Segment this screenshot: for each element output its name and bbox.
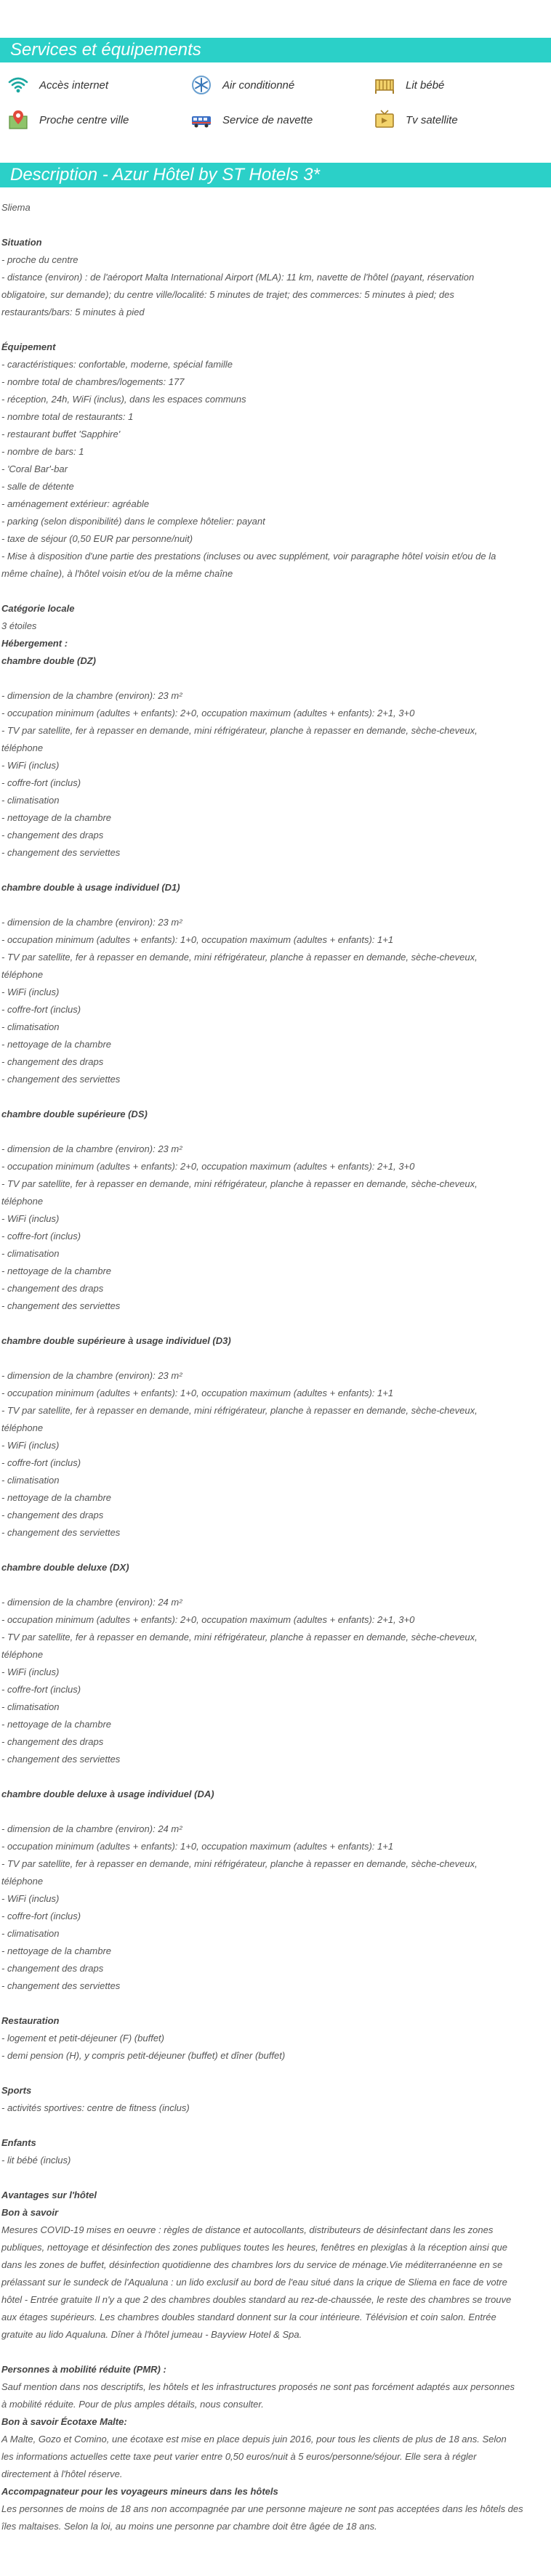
description-line: - lit bébé (inclus) (1, 2155, 71, 2166)
description-line: - changement des draps (1, 830, 104, 841)
facility-label: Lit bébé (406, 78, 445, 92)
spacer (1, 1542, 550, 1559)
description-line: - changement des serviettes (1, 1300, 121, 1311)
description-line: - climatisation (1, 1475, 60, 1486)
description-line: - nettoyage de la chambre (1, 812, 112, 823)
description-line: - nombre total de chambres/logements: 177 (1, 376, 185, 387)
description-line: - coffre-fort (inclus) (1, 1231, 81, 1242)
section-heading: chambre double deluxe (DX) (1, 1562, 129, 1573)
description-line: même chaîne), à l'hôtel voisin et/ou de la même chaîne (1, 568, 233, 579)
description-line: 3 étoiles (1, 620, 37, 631)
description-line: îles maltaises. Selon la loi, au moins une personne par chambre doit être âgée de 18 ans. (1, 2521, 377, 2532)
spacer (1, 1350, 550, 1367)
description-line: - nombre total de restaurants: 1 (1, 411, 134, 422)
description-line: - dimension de la chambre (environ): 24 m² (1, 1823, 182, 1834)
section-heading: Personnes à mobilité réduite (PMR) : (1, 2364, 166, 2375)
description-line: - WiFi (inclus) (1, 1666, 60, 1677)
description-line: - aménagement extérieur: agréable (1, 498, 150, 509)
section-heading: chambre double supérieure (DS) (1, 1109, 148, 1119)
description-line: téléphone (1, 1196, 44, 1207)
description-line: - WiFi (inclus) (1, 760, 60, 771)
description-line: - occupation minimum (adultes + enfants): 1+0, occupation maximum (adultes + enfants): 1+1 (1, 1388, 394, 1398)
description-line: - occupation minimum (adultes + enfants): 1+0, occupation maximum (adultes + enfants): 1+1 (1, 1841, 394, 1852)
description-line: - occupation minimum (adultes + enfants): 1+0, occupation maximum (adultes + enfants): 1+1 (1, 934, 394, 945)
description-line: - changement des draps (1, 1056, 104, 1067)
description-line: téléphone (1, 1422, 44, 1433)
description-line: - changement des draps (1, 1963, 104, 1974)
spacer (1, 2065, 550, 2082)
city-center-icon (7, 109, 29, 131)
description-line: - WiFi (inclus) (1, 987, 60, 997)
description-line: - TV par satellite, fer à repasser en demande, mini réfrigérateur, planche à repasser en demande, sèche-cheveux, (1, 1632, 478, 1643)
description-line: - changement des draps (1, 1283, 104, 1294)
description-line: téléphone (1, 1649, 44, 1660)
description-line: à mobilité réduite. Pour de plus amples détails, nous consulter. (1, 2399, 264, 2410)
description-line: gratuite au lido Aqualuna. Dîner à l'hôtel jumeau - Bayview Hotel & Spa. (1, 2329, 302, 2340)
description-line: - dimension de la chambre (environ): 23 m² (1, 1143, 182, 1154)
description-line: - nombre de bars: 1 (1, 446, 84, 457)
description-line: - 'Coral Bar'-bar (1, 463, 68, 474)
description-line: - distance (environ) : de l'aéroport Malta International Airport (MLA): 11 km, navette de l'hôtel (payant, réservation (1, 272, 475, 283)
spacer (1, 1576, 550, 1594)
description-line: - coffre-fort (inclus) (1, 1911, 81, 1921)
spacer (1, 2169, 550, 2187)
description-line: - dimension de la chambre (environ): 23 m² (1, 917, 182, 928)
description-line: - TV par satellite, fer à repasser en demande, mini réfrigérateur, planche à repasser en demande, sèche-cheveux, (1, 1405, 478, 1416)
description-line: - coffre-fort (inclus) (1, 777, 81, 788)
facility-shuttle (190, 109, 374, 131)
description-line: - changement des draps (1, 1510, 104, 1520)
description-line: - changement des draps (1, 1736, 104, 1747)
description-line: - dimension de la chambre (environ): 23 m² (1, 1370, 182, 1381)
description-line: - coffre-fort (inclus) (1, 1004, 81, 1015)
spacer (1, 896, 550, 914)
description-header: Description - Azur Hôtel by ST Hotels 3* (0, 163, 551, 187)
description-line: téléphone (1, 969, 44, 980)
description-line: - TV par satellite, fer à repasser en demande, mini réfrigérateur, planche à repasser en demande, sèche-cheveux, (1, 725, 478, 736)
section-heading: Bon à savoir (1, 2207, 59, 2218)
description-line: - salle de détente (1, 481, 74, 492)
description-line: - TV par satellite, fer à repasser en demande, mini réfrigérateur, planche à repasser en demande, sèche-cheveux, (1, 1858, 478, 1869)
description-line: aux étages supérieurs. Les chambres doubles standard donnent sur la cour intérieure. Télévision et coin salon. Entrée (1, 2312, 496, 2322)
section-heading: chambre double à usage individuel (D1) (1, 882, 180, 893)
spacer (1, 2344, 550, 2361)
description-line: - restaurant buffet 'Sapphire' (1, 429, 121, 440)
facility-label: Service de navette (222, 113, 313, 126)
spacer (1, 1768, 550, 1786)
description-line: A Malte, Gozo et Comino, une écotaxe est mise en place depuis juin 2016, pour tous les clients de plus de 18 ans. Selon (1, 2434, 507, 2445)
section-heading: Restauration (1, 2015, 60, 2026)
description-line: - climatisation (1, 1021, 60, 1032)
section-heading: Équipement (1, 341, 56, 352)
section-heading: Enfants (1, 2137, 36, 2148)
description-line: directement à l'hôtel réserve. (1, 2468, 123, 2479)
description-line: - climatisation (1, 795, 60, 806)
facilities-grid (0, 74, 551, 131)
description-line: - occupation minimum (adultes + enfants): 2+0, occupation maximum (adultes + enfants): 2+1, 3+0 (1, 708, 415, 718)
description-line: les informations actuelles cette taxe peut varier entre 0,50 euros/nuit à 5 euros/personne/séjour. Elle sera à régler (1, 2451, 477, 2462)
description-line: - occupation minimum (adultes + enfants): 2+0, occupation maximum (adultes + enfants): 2+1, 3+0 (1, 1161, 415, 1172)
description-line: hôtel - Entrée gratuite Il n'y a que 2 des chambres doubles standard au rez-de-chaussée, le reste des chambres se trouve (1, 2294, 512, 2305)
description-line: - dimension de la chambre (environ): 23 m² (1, 690, 182, 701)
facility-tv (374, 109, 551, 131)
baby-bed-icon (374, 74, 395, 96)
section-heading: Sports (1, 2085, 32, 2096)
facility-label: Tv satellite (406, 113, 458, 126)
description-line: - nettoyage de la chambre (1, 1719, 112, 1730)
section-heading: Hébergement : (1, 638, 68, 649)
description-line: restaurants/bars: 5 minutes à pied (1, 307, 145, 317)
spacer (1, 1995, 550, 2012)
facility-label: Accès internet (39, 78, 109, 92)
spacer (1, 1088, 550, 1106)
description-line: - réception, 24h, WiFi (inclus), dans les espaces communs (1, 394, 246, 405)
description-line: - caractéristiques: confortable, moderne, spécial famille (1, 359, 233, 370)
facility-baby-bed (374, 74, 551, 96)
section-heading: Accompagnateur pour les voyageurs mineurs dans les hôtels (1, 2486, 278, 2497)
section-heading: Bon à savoir Écotaxe Malte: (1, 2416, 127, 2427)
description-line: - TV par satellite, fer à repasser en demande, mini réfrigérateur, planche à repasser en demande, sèche-cheveux, (1, 952, 478, 963)
spacer (1, 670, 550, 687)
spacer (1, 321, 550, 339)
spacer (1, 1123, 550, 1141)
spacer (1, 862, 550, 879)
shuttle-icon (190, 109, 212, 131)
description-line: - taxe de séjour (0,50 EUR par personne/nuit) (1, 533, 193, 544)
facility-city-center (7, 109, 190, 131)
description-line: - Mise à disposition d'une partie des prestations (incluses ou avec supplément, voir paragraphe hôtel voisin et/ou de la (1, 551, 496, 562)
wifi-icon (7, 74, 29, 96)
description-line: prélassant sur le sundeck de l'Aqualuna : un lido exclusif au bord de l'eau situé dans la crique de Sliema en face de votre (1, 2277, 507, 2288)
spacer (1, 1315, 550, 1332)
air-conditioning-icon (190, 74, 212, 96)
section-heading: Avantages sur l'hôtel (1, 2190, 97, 2200)
spacer (1, 1803, 550, 1820)
description-line: - nettoyage de la chambre (1, 1945, 112, 1956)
services-header: Services et équipements (0, 38, 551, 62)
facility-label: Air conditionné (222, 78, 295, 92)
description-line: Sauf mention dans nos descriptifs, les hôtels et les infrastructures proposés ne sont pas forcément adaptés aux personnes (1, 2381, 515, 2392)
description-line: - climatisation (1, 1248, 60, 1259)
description-line: - climatisation (1, 1928, 60, 1939)
description-line: - changement des serviettes (1, 1074, 121, 1085)
description-line: - WiFi (inclus) (1, 1893, 60, 1904)
description-line: dans les zones de buffet, désinfection quotidienne des chambres lors du service de ménage.Vie méditerranéenne en se (1, 2259, 503, 2270)
description-line: obligatoire, sur demande); du centre ville/localité: 5 minutes de trajet; des commerces: 5 minutes à pied; des (1, 289, 454, 300)
description-line: Les personnes de moins de 18 ans non accompagnée par une personne majeure ne sont pas acceptées dans les hôtels des (1, 2503, 523, 2514)
section-heading: Situation (1, 237, 42, 248)
spacer (1, 583, 550, 600)
description-line: - coffre-fort (inclus) (1, 1684, 81, 1695)
section-heading: chambre double deluxe à usage individuel (DA) (1, 1789, 214, 1799)
section-heading: chambre double (DZ) (1, 655, 97, 666)
description-line: - logement et petit-déjeuner (F) (buffet) (1, 2033, 164, 2044)
description-line: Sliema (1, 202, 31, 213)
spacer (1, 2117, 550, 2134)
description-line: - nettoyage de la chambre (1, 1492, 112, 1503)
description-line: téléphone (1, 742, 44, 753)
description-line: - coffre-fort (inclus) (1, 1457, 81, 1468)
description-line: - demi pension (H), y compris petit-déjeuner (buffet) et dîner (buffet) (1, 2050, 286, 2061)
description-line: - changement des serviettes (1, 847, 121, 858)
description-body (0, 199, 551, 2535)
spacer (1, 216, 550, 234)
description-line: - WiFi (inclus) (1, 1213, 60, 1224)
section-heading: chambre double supérieure à usage individuel (D3) (1, 1335, 231, 1346)
description-line: - activités sportives: centre de fitness (inclus) (1, 2102, 190, 2113)
description-line: - WiFi (inclus) (1, 1440, 60, 1451)
description-line: - climatisation (1, 1701, 60, 1712)
description-line: - nettoyage de la chambre (1, 1265, 112, 1276)
tv-icon (374, 109, 395, 131)
description-line: - TV par satellite, fer à repasser en demande, mini réfrigérateur, planche à repasser en demande, sèche-cheveux, (1, 1178, 478, 1189)
description-line: - occupation minimum (adultes + enfants): 2+0, occupation maximum (adultes + enfants): 2+1, 3+0 (1, 1614, 415, 1625)
description-line: - proche du centre (1, 254, 79, 265)
description-line: - dimension de la chambre (environ): 24 m² (1, 1597, 182, 1608)
description-line: téléphone (1, 1876, 44, 1887)
description-line: - parking (selon disponibilité) dans le complexe hôtelier: payant (1, 516, 265, 527)
description-line: Mesures COVID-19 mises en oeuvre : règles de distance et autocollants, distributeurs de désinfectant dans les zones (1, 2224, 494, 2235)
facility-label: Proche centre ville (39, 113, 129, 126)
description-line: - nettoyage de la chambre (1, 1039, 112, 1050)
description-line: - changement des serviettes (1, 1754, 121, 1765)
facility-air-conditioning (190, 74, 374, 96)
description-line: - changement des serviettes (1, 1527, 121, 1538)
description-line: publiques, nettoyage et désinfection des zones publiques toutes les heures, fenêtres en plexiglas à la réception ainsi que (1, 2242, 507, 2253)
description-line: - changement des serviettes (1, 1980, 121, 1991)
section-heading: Catégorie locale (1, 603, 75, 614)
facility-internet (7, 74, 190, 96)
